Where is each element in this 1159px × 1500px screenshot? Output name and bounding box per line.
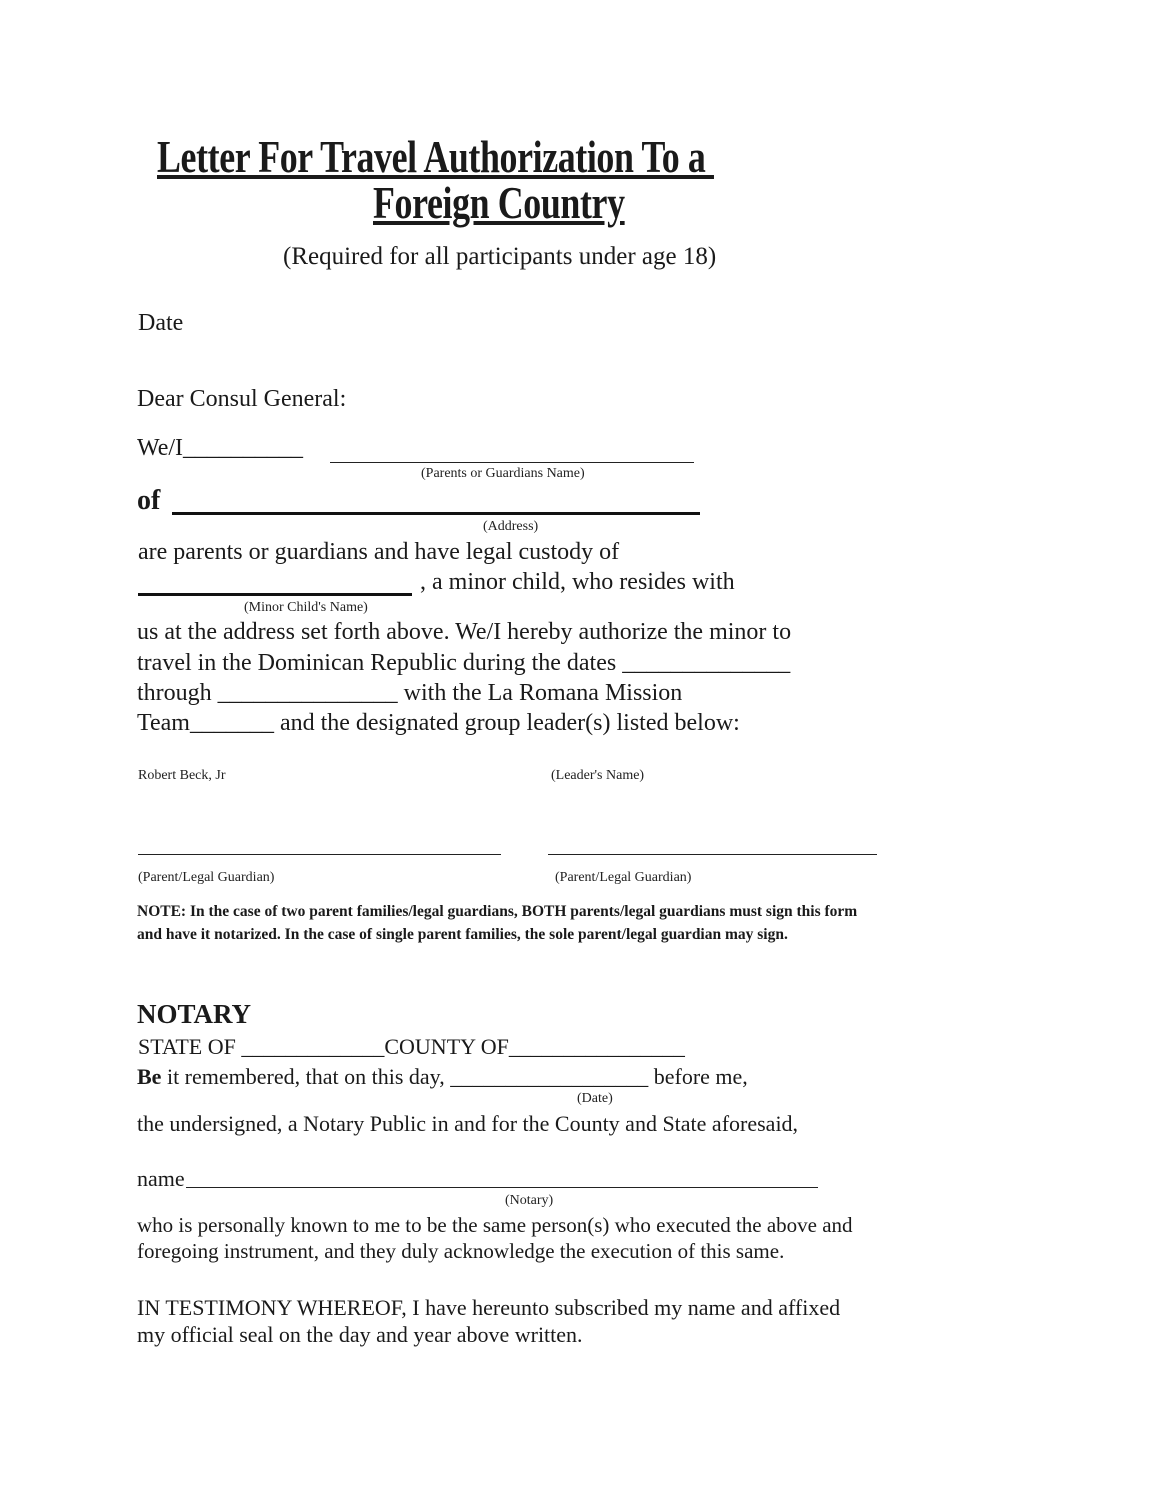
guardian-caption-right: (Parent/Legal Guardian) bbox=[555, 870, 692, 885]
salutation: Dear Consul General: bbox=[137, 386, 347, 412]
body-line-3: through _______________ with the La Romana Mission bbox=[137, 680, 683, 706]
address-caption: (Address) bbox=[483, 519, 539, 534]
guardian-signature-line-right[interactable] bbox=[548, 854, 877, 855]
known-line-2: foregoing instrument, and they duly acknowledge the execution of this same. bbox=[137, 1239, 785, 1263]
remembered-rest: it remembered, that on this day, __________________ before me, bbox=[161, 1064, 748, 1089]
minor-name-line[interactable] bbox=[138, 593, 412, 596]
notary-caption: (Notary) bbox=[505, 1193, 554, 1208]
we-i-label: We/I__________ bbox=[137, 435, 304, 461]
guardian-caption-left: (Parent/Legal Guardian) bbox=[138, 870, 275, 885]
address-line[interactable] bbox=[172, 512, 700, 515]
parents-name-line[interactable] bbox=[330, 462, 694, 463]
title-line-2: Foreign Country bbox=[373, 177, 625, 228]
state-county-line: STATE OF _____________COUNTY OF________________ bbox=[138, 1034, 685, 1059]
undersigned-line: the undersigned, a Notary Public in and for the County and State aforesaid, bbox=[137, 1111, 799, 1136]
note-paragraph: NOTE: In the case of two parent families/legal guardians, BOTH parents/legal guardians must sign this form and have it notarized. In the case of single parent families, the sole parent/legal guardian may sign. bbox=[137, 903, 858, 943]
testimony-line-1: IN TESTIMONY WHEREOF, I have hereunto subscribed my name and affixed bbox=[137, 1295, 841, 1320]
body-line-1: us at the address set forth above. We/I hereby authorize the minor to bbox=[137, 619, 792, 645]
minor-line: , a minor child, who resides with bbox=[420, 569, 735, 595]
body-line-4: Team_______ and the designated group leader(s) listed below: bbox=[137, 710, 740, 736]
date-label: Date bbox=[138, 310, 184, 336]
testimony-line-2: my official seal on the day and year above written. bbox=[137, 1322, 583, 1347]
leader-name-left: Robert Beck, Jr bbox=[138, 768, 226, 783]
of-label: of bbox=[137, 485, 161, 516]
notary-name-line[interactable] bbox=[186, 1187, 818, 1188]
notary-heading: NOTARY bbox=[137, 999, 252, 1029]
name-label: name bbox=[137, 1166, 185, 1191]
custody-line: are parents or guardians and have legal custody of bbox=[138, 539, 620, 565]
date-caption: (Date) bbox=[577, 1091, 613, 1106]
body-line-2: travel in the Dominican Republic during the dates ______________ bbox=[137, 650, 791, 676]
guardian-signature-line-left[interactable] bbox=[138, 854, 501, 855]
leader-name-caption: (Leader's Name) bbox=[551, 768, 645, 783]
remembered-bold: Be bbox=[137, 1064, 162, 1089]
title-line-1: Letter For Travel Authorization To a bbox=[157, 131, 714, 182]
remembered-line bbox=[137, 1064, 748, 1090]
subtitle: (Required for all participants under age 18) bbox=[283, 243, 717, 270]
known-line-1: who is personally known to me to be the same person(s) who executed the above and bbox=[137, 1213, 853, 1237]
parents-caption: (Parents or Guardians Name) bbox=[421, 466, 585, 481]
minor-caption: (Minor Child's Name) bbox=[244, 600, 368, 615]
